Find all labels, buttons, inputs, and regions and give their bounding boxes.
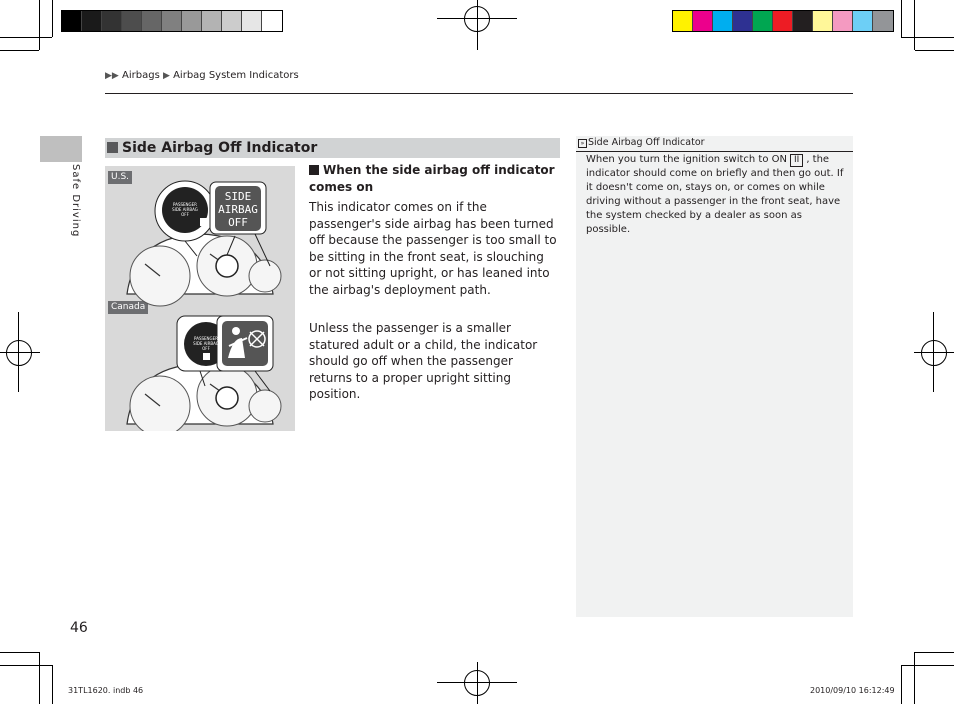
grayscale-swatch [242, 11, 262, 31]
header-rule [105, 93, 853, 94]
section-header [105, 138, 560, 158]
grayscale-swatch [122, 11, 142, 31]
breadcrumb-level1[interactable]: Airbags [122, 70, 160, 81]
registration-line [477, 0, 478, 50]
color-swatch [793, 11, 813, 31]
color-swatch [753, 11, 773, 31]
registration-mark [921, 340, 947, 366]
registration-line [0, 352, 40, 353]
crop-mark [39, 0, 40, 50]
color-swatch [693, 11, 713, 31]
grayscale-swatch [162, 11, 182, 31]
passenger-airbag-off-indicator-icon-canada [188, 336, 224, 351]
color-swatch [833, 11, 853, 31]
indicator-figure [105, 166, 295, 431]
note-icon: » [578, 139, 587, 148]
breadcrumb [105, 70, 299, 81]
grayscale-swatch [182, 11, 202, 31]
grayscale-swatch [62, 11, 82, 31]
tag-canada: Canada [108, 301, 148, 314]
crop-mark [901, 37, 954, 38]
side-note-body [586, 153, 848, 237]
subsection-square-icon [309, 165, 319, 175]
section-title: Side Airbag Off Indicator [122, 140, 318, 156]
grayscale-swatch [222, 11, 242, 31]
footer-file: 31TL1620. indb 46 [68, 686, 144, 695]
color-swatch [773, 11, 793, 31]
note-text-after: , the indicator should come on briefly and then go out. If it doesn't come on, stays on, or comes on while driving without a passenger in the front seat, have the system checked by a dealer as soon as possible. [586, 154, 844, 235]
crop-mark [52, 0, 53, 37]
registration-line [914, 352, 954, 353]
crop-mark [0, 50, 39, 51]
registration-line [933, 312, 934, 392]
side-note-title: Side Airbag Off Indicator [588, 137, 705, 148]
body-paragraph-2: Unless the passenger is a smaller statured adult or a child, the indicator should go off when the passenger returns to a proper upright sitting position. [309, 321, 538, 402]
registration-line [477, 662, 478, 704]
indicator-line2: AIRBAG [218, 203, 258, 216]
grayscale-swatch [142, 11, 162, 31]
color-swatch [733, 11, 753, 31]
side-note [576, 136, 853, 617]
color-swatch [713, 11, 733, 31]
ignition-position-badge: II [790, 154, 803, 167]
grayscale-swatch [82, 11, 102, 31]
note-text-before: When you turn the ignition switch to ON [586, 154, 787, 165]
small-indicator-line3: OFF [202, 346, 210, 351]
crop-mark [0, 37, 52, 38]
crop-mark [901, 665, 954, 666]
side-airbag-off-indicator-icon [216, 190, 260, 229]
color-swatch [853, 11, 873, 31]
subsection-title: When the side airbag off indicator comes on [309, 163, 555, 194]
grayscale-swatch [102, 11, 122, 31]
color-swatch [873, 11, 893, 31]
small-indicator-line1: PASSENGER [173, 202, 197, 207]
crop-mark [914, 0, 915, 50]
canada-gauge-cluster [127, 316, 281, 431]
small-indicator-line2: SIDE AIRBAG [193, 341, 219, 346]
small-indicator-line1: PASSENGER [194, 336, 218, 341]
grayscale-bar [61, 10, 283, 32]
registration-line [18, 312, 19, 392]
crop-mark [901, 665, 902, 704]
breadcrumb-level2[interactable]: Airbag System Indicators [173, 70, 299, 81]
color-swatch [673, 11, 693, 31]
crop-mark [914, 652, 915, 704]
crop-mark [0, 652, 39, 653]
breadcrumb-arrow-icon: ▶ [162, 71, 170, 81]
color-swatch [813, 11, 833, 31]
section-square-icon [107, 142, 118, 153]
grayscale-swatch [262, 11, 282, 31]
chapter-label: Safe Driving [70, 164, 81, 238]
page-number: 46 [70, 620, 88, 636]
crop-mark [901, 0, 902, 37]
small-indicator-line2: SIDE AIRBAG [172, 207, 198, 212]
color-bar [672, 10, 894, 32]
breadcrumb-arrow-icon: ▶▶ [105, 71, 119, 81]
tag-us: U.S. [108, 171, 132, 184]
small-indicator-line3: OFF [181, 212, 189, 217]
crop-mark [915, 652, 954, 653]
side-note-header [576, 136, 853, 152]
passenger-airbag-off-indicator-icon [167, 202, 203, 217]
registration-mark [6, 340, 32, 366]
chapter-tab [40, 136, 82, 162]
crop-mark [39, 652, 40, 704]
footer-timestamp: 2010/09/10 16:12:49 [810, 686, 895, 695]
grayscale-swatch [202, 11, 222, 31]
subsection-header [309, 162, 559, 196]
crop-mark [915, 50, 954, 51]
indicator-line3: OFF [228, 216, 248, 229]
crop-mark [0, 665, 52, 666]
body-paragraph-1: This indicator comes on if the passenger's side airbag has been turned off because the passenger is too small to be sitting in the front seat, is slouching or not sitting upright, or has leaned into the airbag's deployment path. [309, 200, 557, 297]
indicator-line1: SIDE [224, 190, 252, 203]
crop-mark [52, 665, 53, 704]
